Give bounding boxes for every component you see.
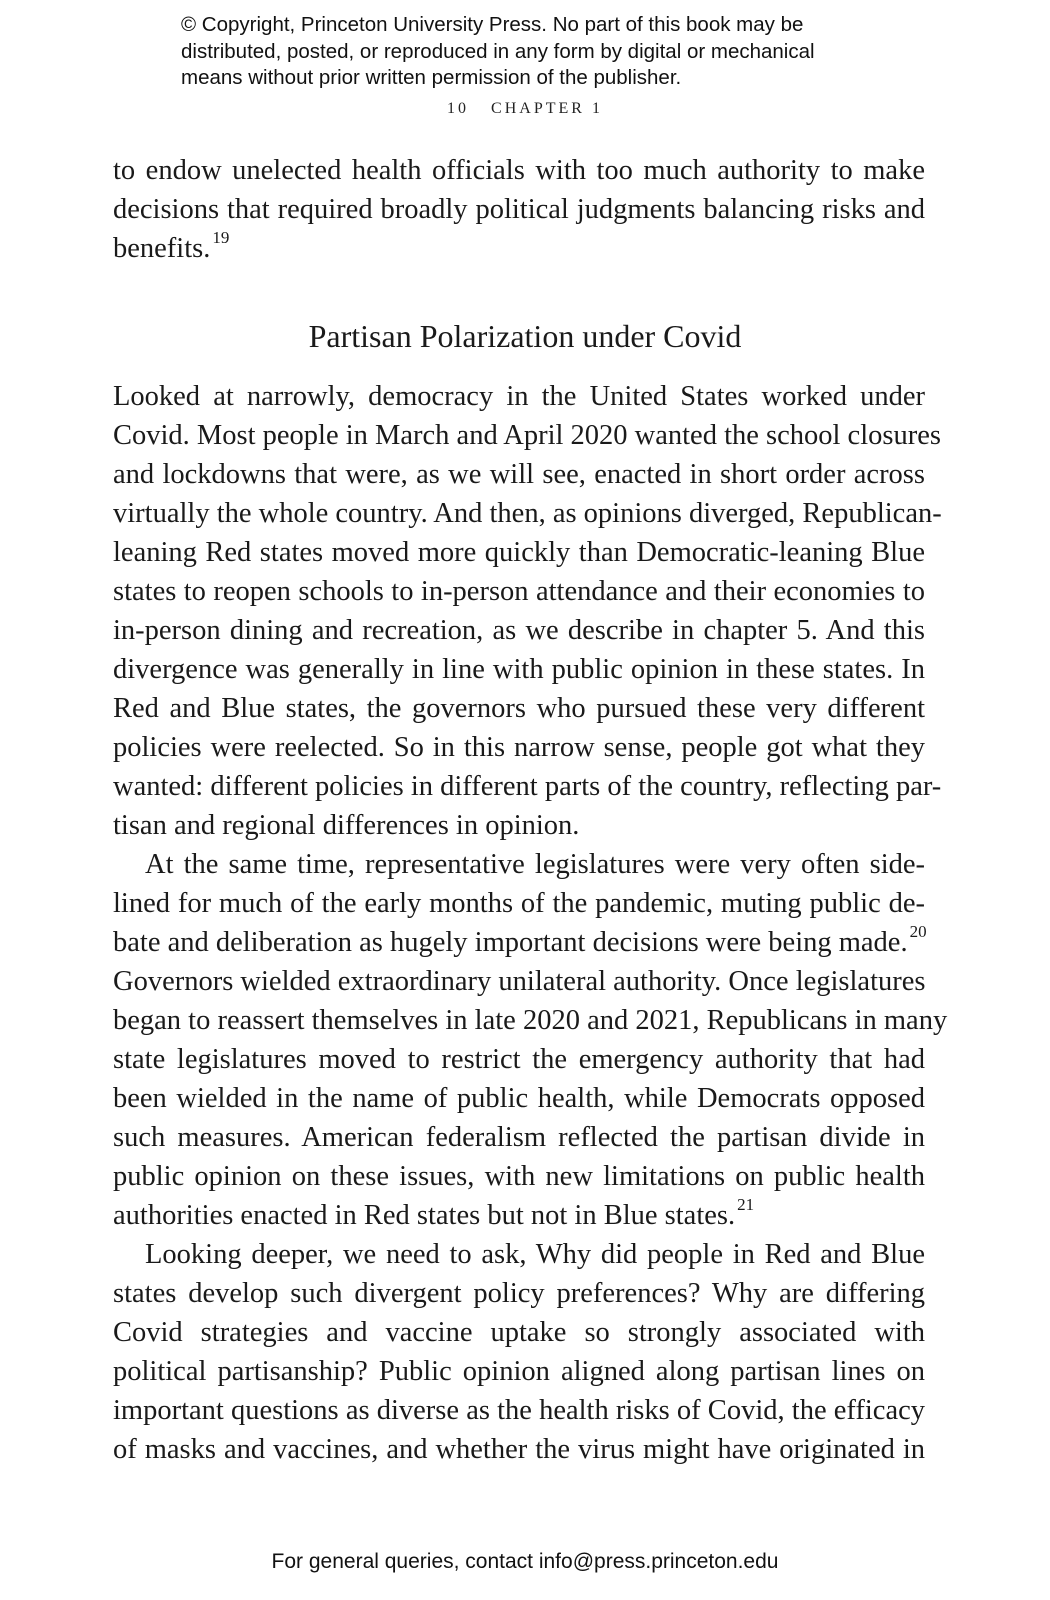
copyright-notice (181, 12, 901, 92)
text-line: At the same time, representative legislatures were very often side- (145, 849, 925, 880)
text-line-content: authorities enacted in Red states but not in Blue states. (113, 1200, 736, 1231)
text-line: lined for much of the early months of the pandemic, muting public de- (113, 888, 925, 919)
text-line: virtually the whole country. And then, as opinions diverged, Republican- (113, 498, 942, 529)
text-line (113, 1196, 925, 1235)
section-body (113, 377, 948, 1469)
text-line (113, 923, 925, 962)
footnote-marker: 20 (909, 921, 927, 941)
footer-contact: For general queries, contact info@press.princeton.edu (271, 1550, 779, 1573)
text-line: and lockdowns that were, as we will see, enacted in short order across (113, 459, 925, 490)
text-line: Looked at narrowly, democracy in the United States worked under (113, 381, 925, 412)
text-line: important questions as diverse as the health risks of Covid, the efficacy (113, 1395, 925, 1426)
text-line: political partisanship? Public opinion aligned along partisan lines on (113, 1356, 925, 1387)
text-line: Covid strategies and vaccine uptake so strongly associated with (113, 1317, 925, 1348)
text-line: public opinion on these issues, with new limitations on public health (113, 1161, 925, 1192)
text-line: decisions that required broadly political judgments balancing risks and (113, 194, 925, 225)
running-head (0, 100, 1050, 118)
text-line-content: benefits. (113, 233, 211, 264)
footnote-marker: 19 (212, 227, 230, 247)
text-line: policies were reelected. So in this narrow sense, people got what they (113, 732, 925, 763)
text-line: such measures. American federalism reflected the partisan divide in (113, 1122, 925, 1153)
continuation-paragraph (113, 151, 925, 268)
text-line: Looking deeper, we need to ask, Why did people in Red and Blue (145, 1239, 925, 1270)
copyright-line: © Copyright, Princeton University Press. No part of this book may be (181, 13, 804, 36)
text-line: divergence was generally in line with public opinion in these states. In (113, 654, 925, 685)
text-line: of masks and vaccines, and whether the virus might have originated in (113, 1434, 925, 1465)
footnote-marker: 21 (737, 1194, 755, 1214)
copyright-line: distributed, posted, or reproduced in any form by digital or mechanical (181, 39, 815, 63)
text-line: began to reassert themselves in late 2020 and 2021, Republicans in many (113, 1005, 948, 1036)
text-line: been wielded in the name of public health, while Democrats opposed (113, 1083, 925, 1114)
text-line: states to reopen schools to in-person attendance and their economies to (113, 576, 925, 607)
text-line: wanted: different policies in different parts of the country, reflecting par- (113, 771, 942, 802)
page-number: 10 (447, 100, 470, 117)
text-line (113, 229, 925, 268)
text-line: leaning Red states moved more quickly than Democratic-leaning Blue (113, 537, 925, 568)
text-line-content: bate and deliberation as hugely important decisions were being made. (113, 927, 908, 958)
copyright-line: means without prior written permission of the publisher. (181, 66, 682, 89)
text-line: tisan and regional differences in opinion. (113, 810, 580, 841)
text-line: state legislatures moved to restrict the emergency authority that had (113, 1044, 925, 1075)
text-line: to endow unelected health officials with too much authority to make (113, 155, 925, 186)
section-heading: Partisan Polarization under Covid (308, 318, 742, 354)
chapter-label: CHAPTER 1 (491, 100, 603, 117)
text-line: Governors wielded extraordinary unilateral authority. Once legislatures (113, 966, 926, 997)
text-line: Covid. Most people in March and April 2020 wanted the school closures (113, 420, 941, 451)
text-line: in-person dining and recreation, as we describe in chapter 5. And this (113, 615, 925, 646)
text-line: Red and Blue states, the governors who pursued these very different (113, 693, 925, 724)
text-line: states develop such divergent policy preferences? Why are differing (113, 1278, 925, 1309)
